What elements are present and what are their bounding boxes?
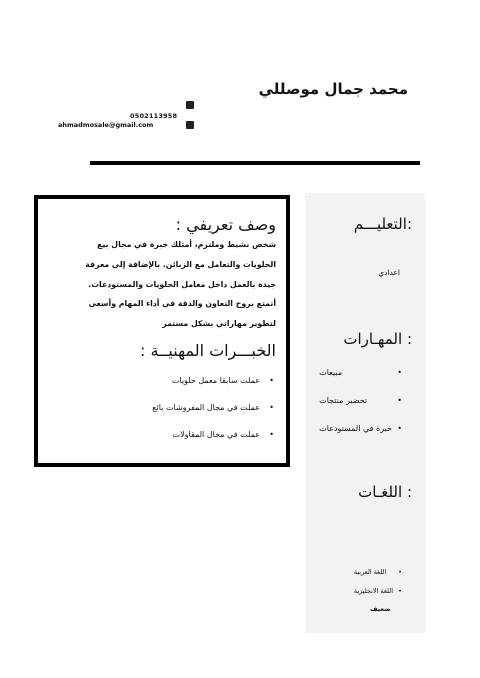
experience-item: • عملت في مجال المفروشات بائع (152, 403, 274, 430)
skills-heading: المهـارات : (343, 330, 412, 348)
experience-list (152, 376, 274, 457)
languages-list (354, 568, 402, 606)
candidate-name: محمد جمال موصللي (258, 80, 408, 98)
languages-heading: اللغـات : (358, 483, 412, 501)
language-item: • اللغة الانجليزية (354, 587, 402, 606)
skill-item: • مبيعات (319, 368, 402, 396)
education-heading: التعليـــم: (353, 215, 412, 233)
profile-line: جيدة بالعمل داخل معامل الحلويات والمستودعات. (88, 280, 276, 289)
experience-item: • عملت في مجال المقاولات (152, 430, 274, 457)
envelope-icon (186, 121, 194, 129)
skill-item: • تحضير منتجات (319, 396, 402, 424)
education-value: اعدادي (378, 268, 400, 277)
email-address: ahmadmosale@gmail.com (58, 121, 154, 129)
profile-line: الحلويات والتعامل مع الزبائن. بالإضافة إلى معرفة (85, 260, 276, 269)
main-content-box (34, 195, 290, 467)
experience-heading: الخبـــرات المهنيــة : (140, 341, 276, 360)
profile-line: شخص نشيط وملتزم، أمتلك خبرة في مجال بيع (97, 240, 276, 249)
language-item: • اللغة العربية (354, 568, 402, 587)
experience-item: • عملت سابقا معمل حلويات (152, 376, 274, 403)
profile-line: أتمتع بروح التعاون والدقة في أداء المهام وأسعى (88, 299, 276, 308)
skills-list (319, 368, 402, 452)
skill-item: • خبرة في المستودعات (319, 424, 402, 452)
header-divider (90, 161, 420, 165)
language-level: ضعيف (370, 605, 391, 613)
profile-line: لتطوير مهاراتي بشكل مستمر (162, 319, 276, 328)
profile-heading: وصف تعريفي : (175, 215, 276, 234)
phone-number: 0502113958 (130, 112, 178, 120)
phone-icon (186, 101, 194, 109)
